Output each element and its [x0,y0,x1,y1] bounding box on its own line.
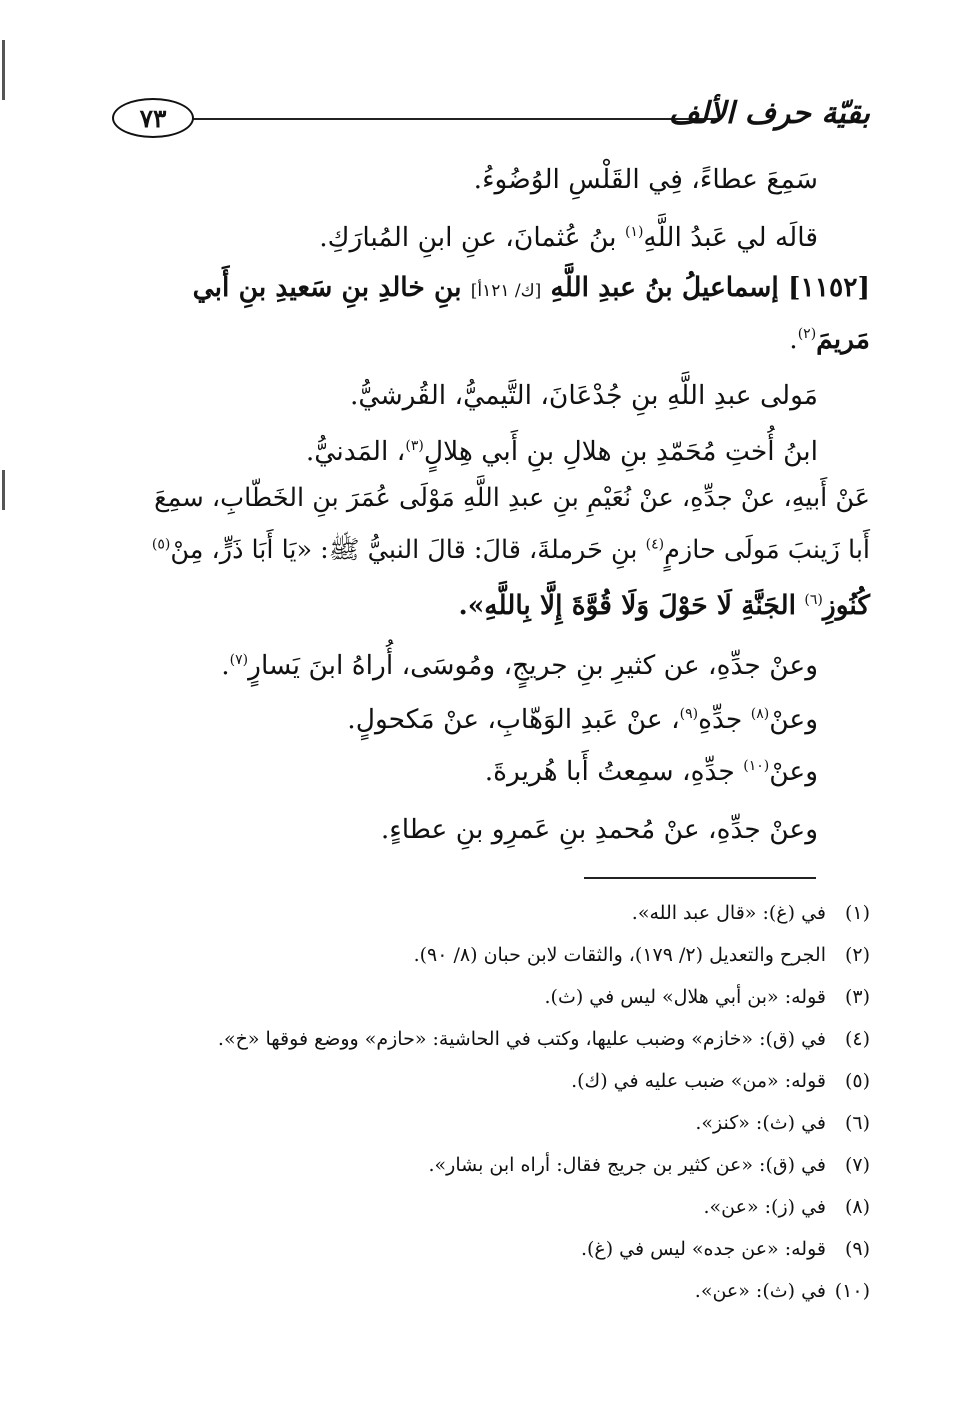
footnote-marker[interactable]: (٧) [229,652,249,669]
footnote: (٦)في (ث): «كنز». [695,1108,870,1138]
text-line: أَبا زَينبَ مَولَى حازمٍ$^{(٤)}$ بنِ حَرملةَ، قالَ: قالَ النبيُّ ﷺ: «يَا أَبَا ذَرٍّ، مِنْ$^{(٥)}$ [151,535,870,565]
footnote: (٥)قوله: «من» ضبب عليه في (ك). [571,1066,870,1096]
footnote-rule [584,877,816,879]
text-line: وعنْ جدِّهِ، عن كثيرِ بنِ جريجٍ، ومُوسَى، أُراهُ ابنَ يَسارٍ$^{(٧)}$. [221,650,818,681]
text-line: وعنْ جدِّهِ، عنْ مُحمدِ بنِ عَمرِو بنِ عطاءٍ. [380,814,818,845]
footnote-number: (٧) [844,1154,870,1176]
page-header [112,92,870,140]
footnote: (١)في (غ): «قال عبد الله». [632,898,870,928]
entry-heading-cont: مَريمَ$^{(٢)}$. [789,324,870,355]
footnote-marker[interactable]: (١) [624,224,644,241]
footnote-marker[interactable]: (١٠) [743,758,770,775]
page-number: ٧٣ [112,98,194,138]
footnote: (٧)في (ق): «عن كثير بن جريج فقال: أراه ابن بشار». [429,1150,870,1180]
footnote-number: (١) [844,902,870,924]
footnote-marker[interactable]: (٩) [679,706,699,723]
text-line: سَمِعَ عطاءً، فِي القَلْسِ الوُضُوءُ. [473,164,818,195]
footnote-marker[interactable]: (٢) [797,326,817,343]
footnote: (٤)في (ق): «خازم» وضبب عليها، وكتب في الحاشية: «حازم» ووضع فوقها «خ». [218,1024,870,1054]
footnote-marker[interactable]: (٣) [405,438,424,455]
footnote-marker[interactable]: (٥) [151,536,171,553]
footnote-marker[interactable]: (٨) [750,706,770,723]
text-line: قالَه لي عَبدُ اللَّهِ$^{(١)}$ بنُ عُثمانَ، عنِ ابنِ المُبارَكِ. [319,222,818,253]
binding-mark [2,470,5,510]
footnote-marker[interactable]: (٤) [645,536,665,553]
footnote: (١٠)في (ث): «عن». [695,1276,870,1306]
text-line: وعنْ$^{(٨)}$ جدِّهِ$^{(٩)}$، عنْ عَبدِ الوَهّابِ، عنْ مَكحولٍ. [347,704,818,735]
footnote: (٢)الجرح والتعديل (٢/ ١٧٩)، والثقات لابن حبان (٨/ ٩٠). [414,940,870,970]
footnote-number: (٤) [844,1028,870,1050]
footnote-number: (٢) [844,944,870,966]
text-line: كُنُوزِ$^{(٦)}$ الجَنَّةِ لَا حَوْلَ وَلَا قُوَّةَ إِلَّا بِاللَّهِ». [458,590,870,621]
footnote-number: (١٠) [834,1280,870,1302]
text-line: ابنُ أُختِ مُحَمّدِ بنِ هلالِ بنِ أَبي هِلالٍ$^{(٣)}$، المَدنيُّ. [305,436,818,467]
binding-mark [2,40,5,100]
footnote: (٨)في (ز): «عن». [704,1192,871,1222]
footnote-number: (٥) [844,1070,870,1092]
footnote: (٩)قوله: «عن جده» ليس في (غ). [581,1234,870,1264]
running-title: بقيّة حرف الألف [668,96,870,131]
footnote-number: (٨) [844,1196,870,1218]
footnote-number: (٣) [844,986,870,1008]
text-line: مَولى عبدِ اللَّهِ بنِ جُدْعَانَ، التَّيميُّ، القُرشيُّ. [349,380,818,411]
entry-heading: [١١٥٢] إسماعيلُ بنُ عبدِ اللَّهِ [ك/ ١٢١أ] بنِ خالدِ بنِ سَعيدِ بنِ أَبي [192,272,870,303]
text-line: وعنْ$^{(١٠)}$ جدِّهِ، سمِعتُ أَبا هُريرةَ. [484,756,818,787]
footnote-marker[interactable]: (٦) [804,592,823,609]
footnote-number: (٦) [844,1112,870,1134]
header-rule [190,118,720,120]
manuscript-ref: [ك/ ١٢١أ] [470,281,542,301]
text-line: عَنْ أَبيهِ، عنْ جدِّهِ، عنْ نُعَيْمِ بنِ عبدِ اللَّهِ مَوْلَى عُمَرَ بنِ الخَطّابِ، سمِعَ [154,483,870,513]
footnote: (٣)قوله: «بن أبي هلال» ليس في (ث). [545,982,871,1012]
footnote-number: (٩) [844,1238,870,1260]
